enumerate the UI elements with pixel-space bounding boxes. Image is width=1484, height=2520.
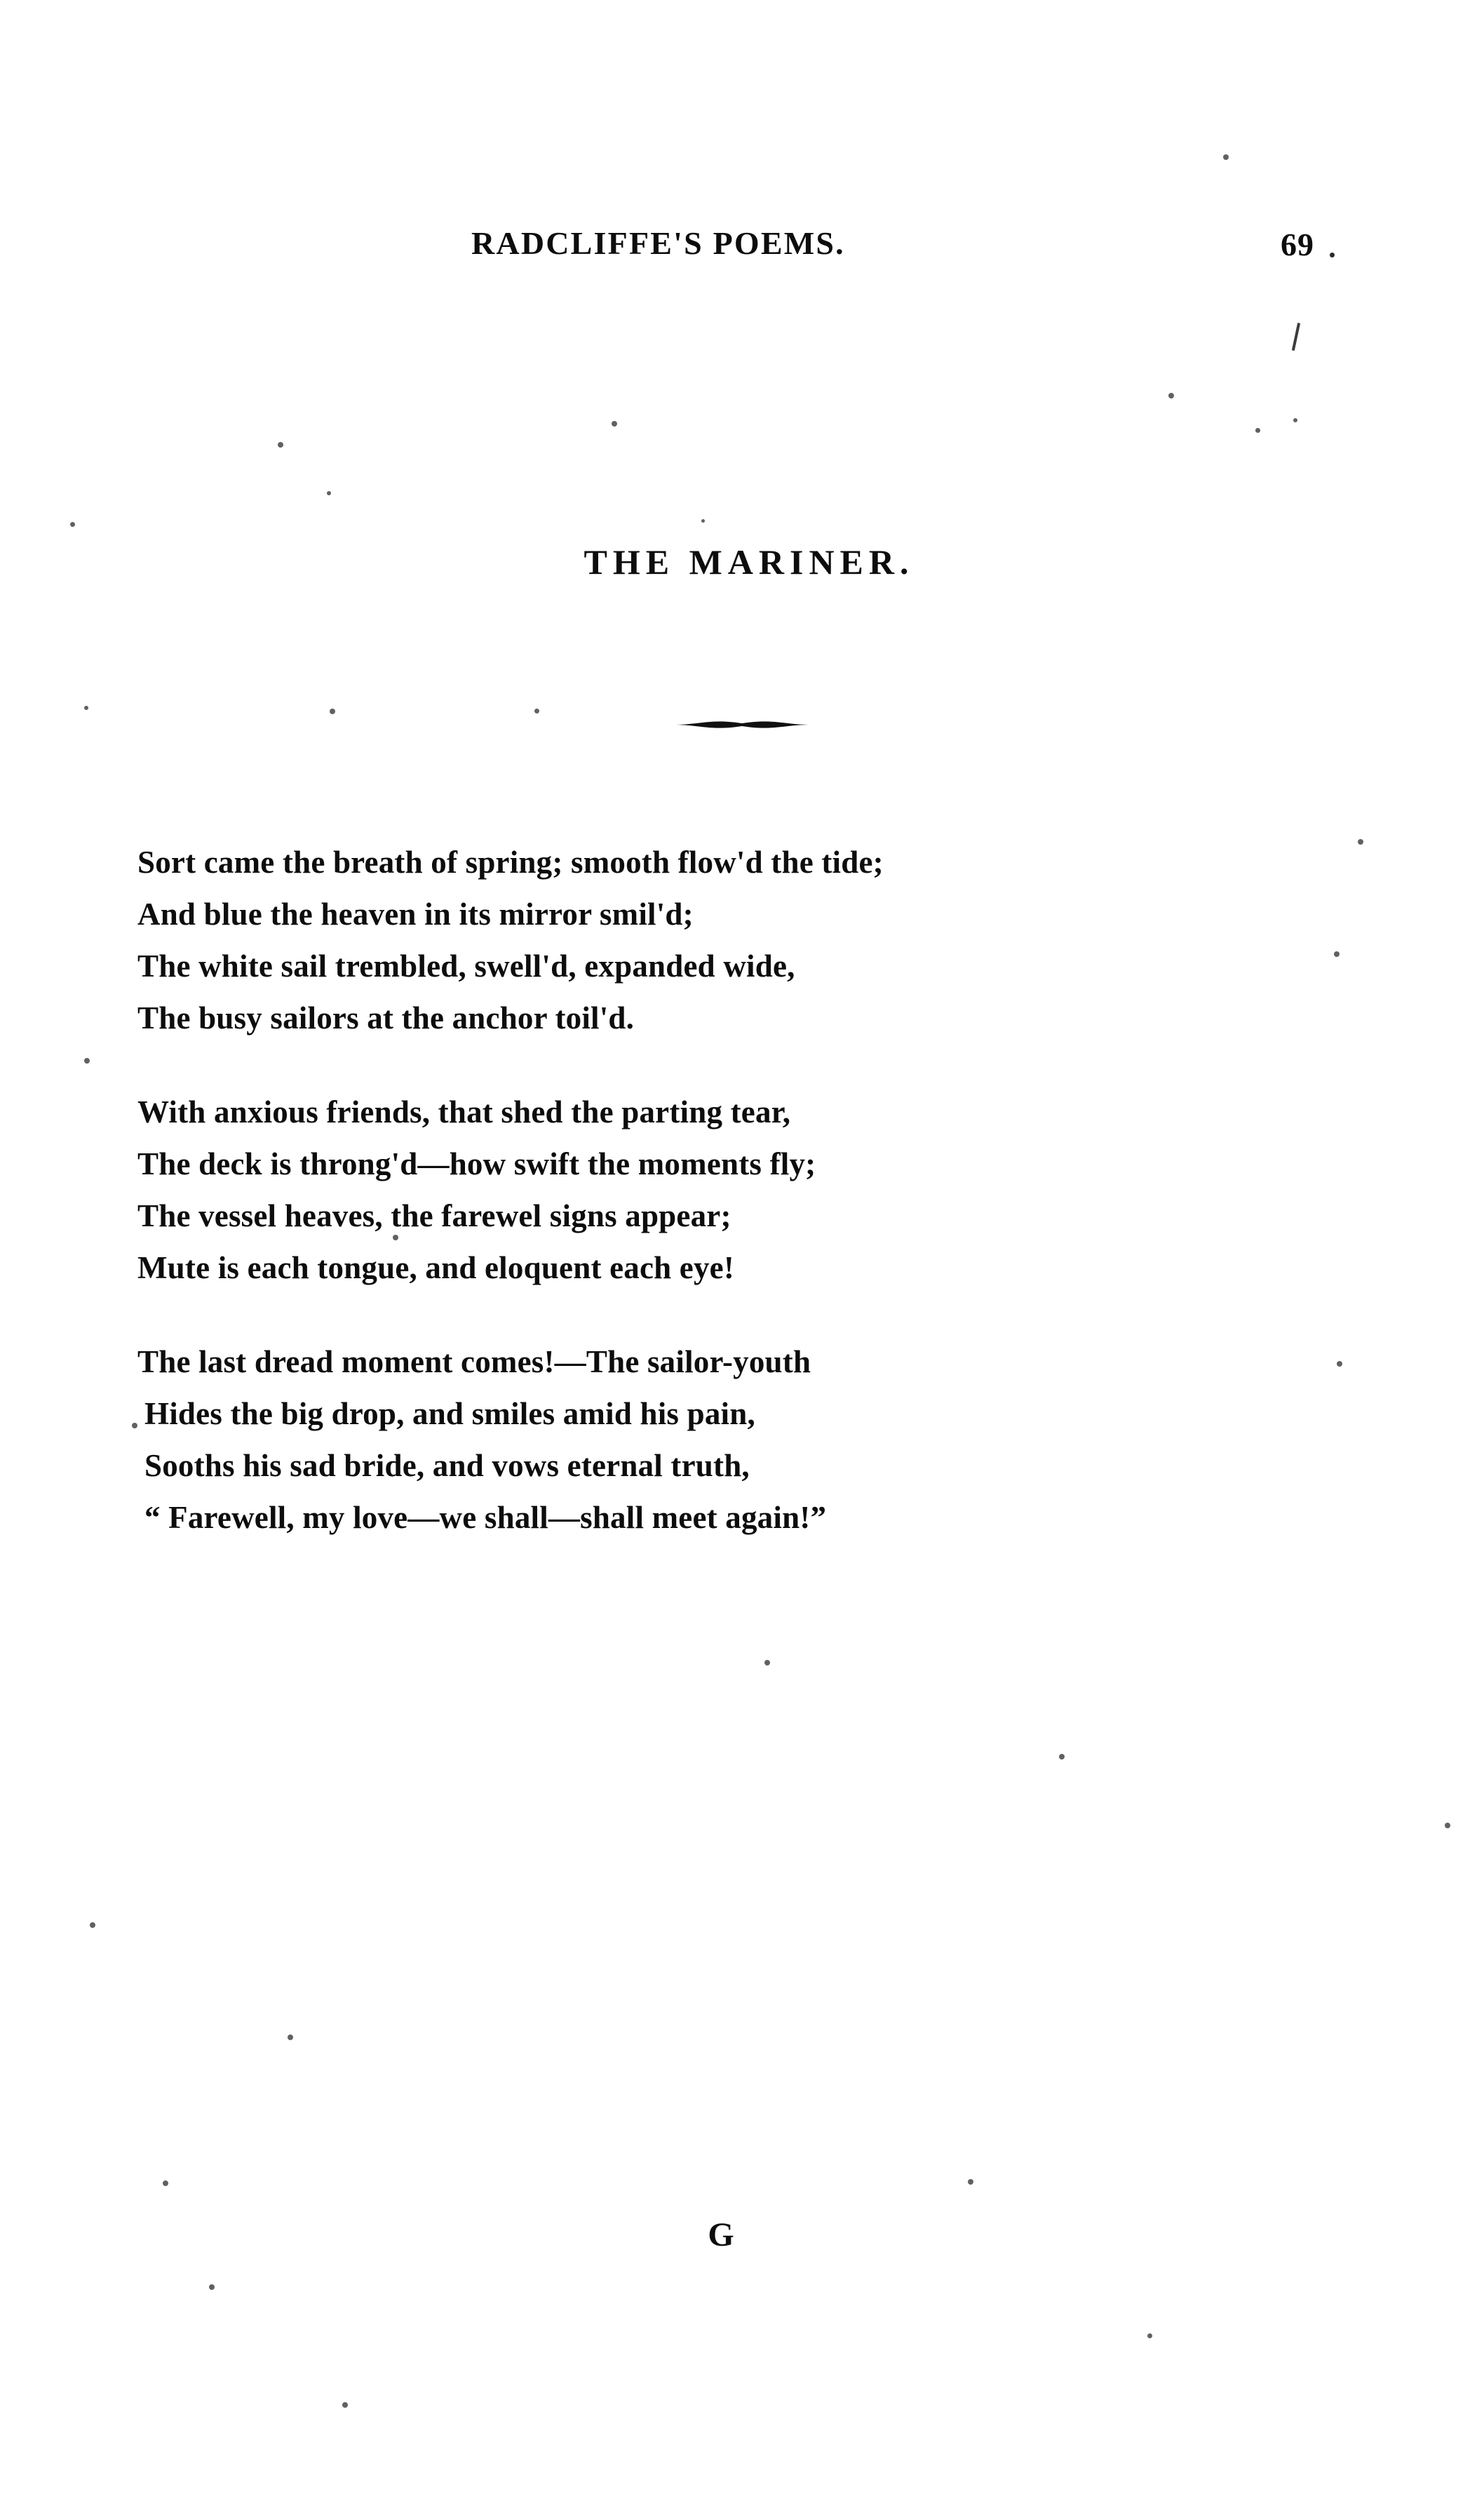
verse-line: The deck is throng'd—how swift the moments fly; bbox=[137, 1146, 816, 1181]
speck bbox=[1223, 154, 1229, 160]
verse-line: The last dread moment comes!—The sailor-youth bbox=[137, 1344, 811, 1379]
stanza bbox=[137, 836, 1372, 1044]
speck bbox=[342, 2402, 348, 2408]
speck bbox=[1147, 2333, 1152, 2338]
speck bbox=[278, 442, 283, 448]
verse-line: And blue the heaven in its mirror smil'd; bbox=[137, 897, 694, 932]
signature-mark: G bbox=[708, 2216, 734, 2253]
ornament-divider-icon bbox=[672, 716, 812, 734]
speck bbox=[84, 706, 88, 710]
verse-line: Sort came the breath of spring; smooth flow'd the tide; bbox=[137, 845, 884, 880]
page-number: 69 bbox=[1281, 227, 1314, 262]
speck bbox=[90, 1922, 95, 1928]
verse-line: Mute is each tongue, and eloquent each eye! bbox=[137, 1250, 735, 1285]
speck bbox=[327, 491, 331, 495]
poem-body bbox=[137, 836, 1372, 1586]
speck bbox=[968, 2179, 973, 2185]
speck bbox=[1334, 951, 1340, 957]
verse-line: Hides the big drop, and smiles amid his pain, bbox=[144, 1396, 755, 1431]
verse-line: The vessel heaves, the farewel signs appear; bbox=[137, 1198, 731, 1233]
stanza bbox=[137, 1336, 1372, 1543]
running-head-title: RADCLIFFE'S POEMS. bbox=[471, 225, 845, 261]
speck bbox=[1255, 428, 1260, 433]
speck bbox=[209, 2284, 215, 2290]
speck bbox=[1358, 839, 1363, 845]
speck bbox=[1168, 393, 1174, 398]
verse-line: The white sail trembled, swell'd, expanded wide, bbox=[137, 949, 795, 984]
speck bbox=[288, 2035, 293, 2040]
speck bbox=[1059, 1754, 1065, 1760]
speck bbox=[534, 709, 539, 713]
verse-line: The busy sailors at the anchor toil'd. bbox=[137, 1000, 635, 1036]
speck bbox=[701, 519, 705, 523]
verse-line: With anxious friends, that shed the parting tear, bbox=[137, 1094, 791, 1130]
speck bbox=[84, 1058, 90, 1064]
speck bbox=[70, 522, 75, 527]
speck bbox=[612, 421, 617, 427]
speck bbox=[1293, 418, 1297, 422]
poem-title: THE MARINER. bbox=[584, 542, 915, 582]
speck bbox=[764, 1660, 770, 1666]
verse-line: Sooths his sad bride, and vows eternal truth, bbox=[144, 1448, 750, 1483]
speck bbox=[132, 1423, 137, 1428]
ink-tick-mark bbox=[1292, 323, 1300, 351]
stanza bbox=[137, 1086, 1372, 1294]
folio-period bbox=[1330, 253, 1335, 257]
speck bbox=[1337, 1361, 1342, 1367]
speck bbox=[393, 1235, 398, 1240]
verse-line: “ Farewell, my love—we shall—shall meet again!” bbox=[144, 1500, 827, 1535]
speck bbox=[163, 2180, 168, 2186]
speck bbox=[1445, 1823, 1450, 1828]
running-head bbox=[0, 224, 1484, 274]
speck bbox=[330, 709, 335, 714]
